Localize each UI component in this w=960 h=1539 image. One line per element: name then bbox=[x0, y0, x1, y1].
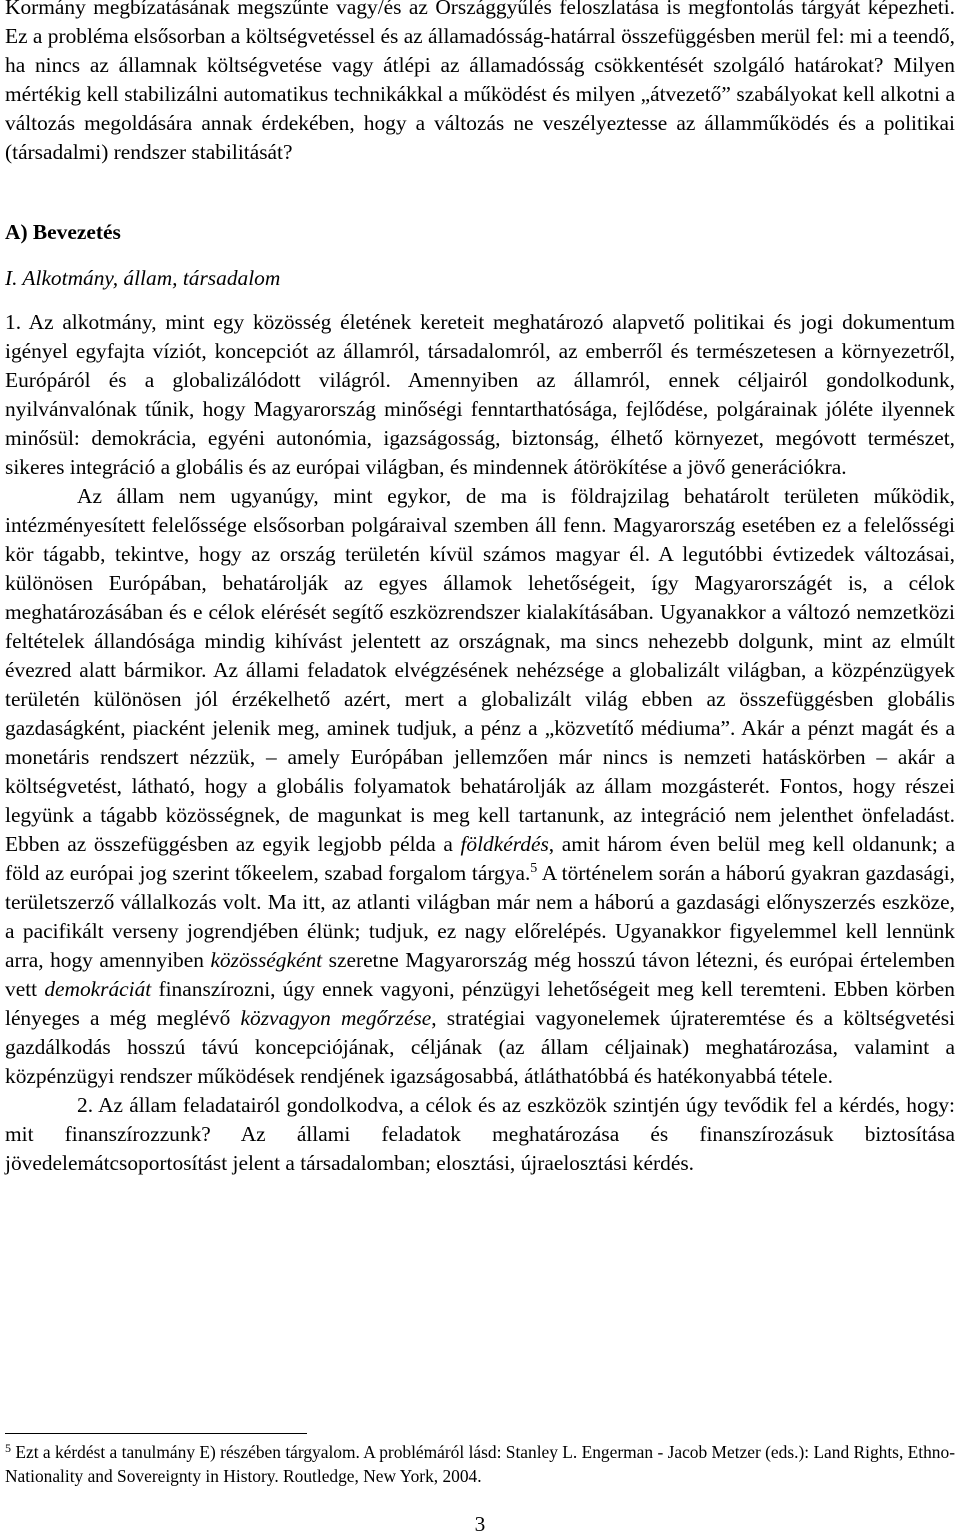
paragraph-2-text-b: , amit három éven belül meg kell oldanunk; a föld az európai jog szerint tőkeelem, szabad forgalom tárgya. bbox=[5, 832, 955, 885]
emphasis-kozossegkent: közösségként bbox=[210, 948, 323, 972]
document-page bbox=[5, 0, 955, 1178]
subsection-heading: I. Alkotmány, állam, társadalom bbox=[5, 266, 281, 290]
intro-paragraph: Kormány megbízatásának megszűnte vagy/és az Országgyűlés feloszlatása is megfontolás tárgyát képezheti. Ez a probléma elsősorban a költségvetéssel és az államadósság-határral összefüggésben merül fel: mi a teendő, ha nincs az államnak költségvetése vagy átlépi az államadósság csökkentését szolgáló határokat? Milyen mértékig kell stabilizálni automatikus technikákkal a működést és milyen „átvezető” szabályokat kell alkotni a változás megoldására annak érdekében, hogy a változás ne veszélyeztesse az államműködés és a politikai (társadalmi) rendszer stabilitását? bbox=[5, 0, 955, 164]
footnote bbox=[5, 1440, 955, 1488]
footnote-reference[interactable]: 5 bbox=[530, 861, 538, 876]
paragraph-2 bbox=[5, 482, 955, 1091]
section-heading: A) Bevezetés bbox=[5, 220, 121, 244]
paragraph-2-text-c: A történelem során a háború gyakran gazdasági, területszerző vállalkozás volt. Ma itt, az atlanti világban már nem a háború a gazdasági előnyszerzés eszköze, a pacifikált verseny jogrendjében élünk; tudjuk, ez nagy előrelépés. Ugyanakkor figyelemmel kell lennünk arra, hogy amennyiben bbox=[5, 861, 956, 972]
footnote-marker: 5 bbox=[5, 1441, 11, 1455]
paragraph-2-text-e: finanszírozni, úgy ennek vagyoni, pénzügyi lehetőségeit meg kell teremteni. Ebben körben lényeges a még meglévő bbox=[5, 977, 955, 1030]
footnote-text: Ezt a kérdést a tanulmány E) részében tárgyalom. A problémáról lásd: Stanley L. Engerman - Jacob Metzer (eds.): Land Rights, Ethno-Nationality and Sovereignty in History. Routledge, New York, 2004. bbox=[5, 1442, 955, 1486]
paragraph-1: 1. Az alkotmány, mint egy közösség életének kereteit meghatározó alapvető politikai és jogi dokumentum igényel egyfajta víziót, koncepciót az államról, társadalomról, az emberről és természetesen a környezetről, Európáról és a globalizálódott világról. Amennyiben az államról, ennek céljairól gondolkodunk, nyilvánvalónak tűnik, hogy Magyarország minőségi fenntarthatósága, fejlődése, polgárainak jóléte ilyennek minősül: demokrácia, egyéni autonómia, igazságosság, biztonság, élhető környezet, megóvott természet, sikeres integráció a globális és az európai világban, és mindennek átörökítése a jövő generációkra. bbox=[5, 310, 955, 479]
emphasis-kozvagyon: közvagyon megőrzése bbox=[240, 1006, 432, 1030]
paragraph-3: 2. Az állam feladatairól gondolkodva, a célok és az eszközök szintjén úgy tevődik fel a kérdés, hogy: mit finanszírozzunk? Az állami feladatok meghatározása és finanszírozásuk biztosítása jövedelemátcsoportosítást jelent a társadalomban; elosztási, újraelosztási kérdés. bbox=[5, 1093, 955, 1175]
paragraph-2-text-d: szeretne Magyarország még hosszú távon létezni, és európai értelemben vett bbox=[5, 948, 956, 1001]
page-number: 3 bbox=[474, 1512, 486, 1536]
emphasis-demokraciat: demokráciát bbox=[44, 977, 152, 1001]
paragraph-2-text-f: , stratégiai vagyonelemek újrateremtése és a költségvetési gazdálkodás hosszú távú koncepciójának, céljának (az állam céljainak) meghatározása, valamint a közpénzügyi rendszer működések rendjének igazságosabbá, átláthatóbbá és hatékonyabbá tétele. bbox=[5, 1006, 955, 1088]
paragraph-2-text-a: Az állam nem ugyanúgy, mint egykor, de ma is földrajzilag behatárolt területen működik, intézményesített felelőssége elsősorban polgáraival szemben áll fenn. Magyarország esetében ez a felelősségi kör tágabb, tekintve, hogy az ország területén kívül számos magyar él. A legutóbbi évtizedek változásai, különösen Európában, behatárolják az egyes államok lehetőségeit, így Magyarországét is, a célok meghatározásában és e célok elérését segítő eszközrendszer kialakításában. Ugyanakkor a változó nemzetközi feltételek állandósága mindig kihívást jelentett az országnak, ma sincs nehezebb dolgunk, mint az elmúlt évezred alatt bármikor. Az állami feladatok elvégzésének nehézsége a globalizált világban, a közpénzügyek területén különösen jól érzékelhető azért, mert a globalizált világ ebben az összefüggésben globális gazdaságként, piacként jelenik meg, aminek tudjuk, a pénz a „közvetítő médiuma”. Akár a pénzt magát és a monetáris rendszert nézzük, – amely Európában jellemzően már nincs is nemzeti hatáskörben – akár a költségvetést, látható, hogy a globális folyamatok behatárolják az állam mozgásterét. Fontos, hogy részei legyünk a tágabb közösségnek, de magunkat is meg kell tartanunk, az integráció nem jelenthet önfeladást. Ebben az összefüggésben az egyik legjobb példa a bbox=[5, 484, 955, 856]
emphasis-foldkerdes: földkérdés bbox=[460, 832, 549, 856]
footnote-separator bbox=[5, 1433, 307, 1434]
